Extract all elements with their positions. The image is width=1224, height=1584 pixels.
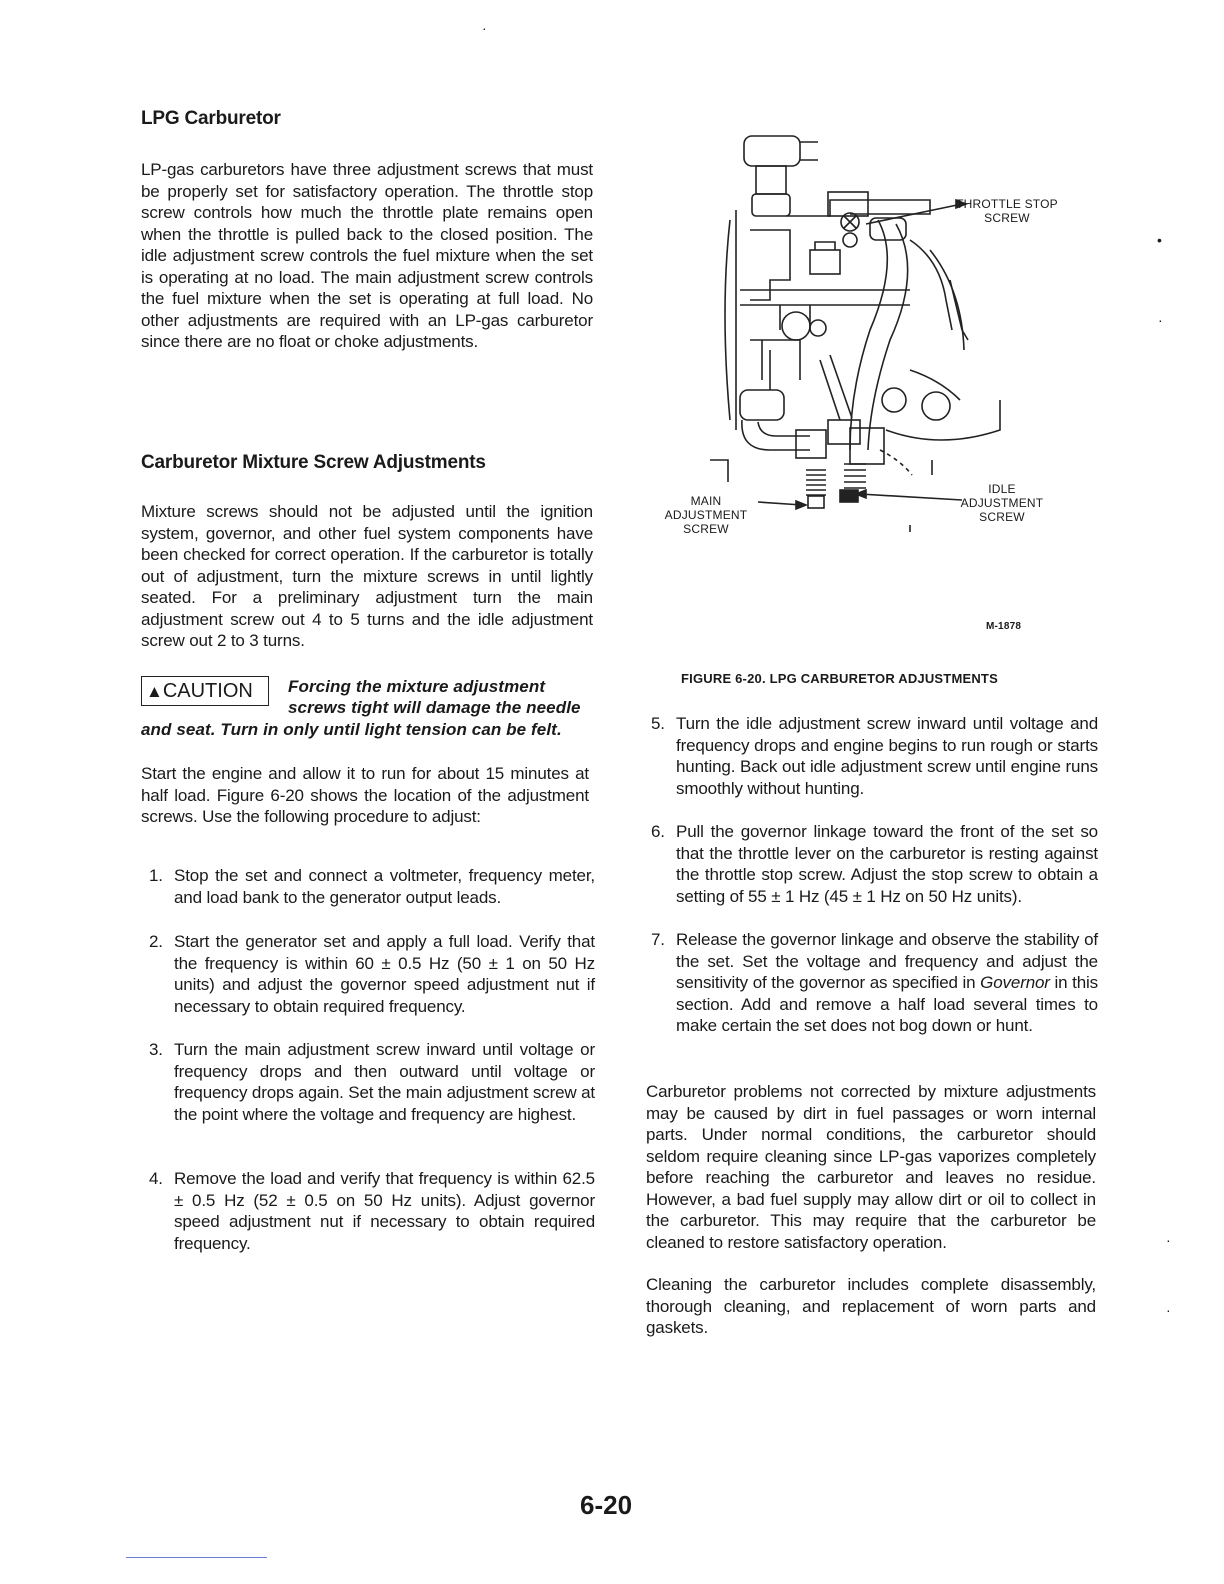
throttle-stop-label-line1: THROTTLE STOP [956,197,1058,211]
mixture-paragraph: Mixture screws should not be adjusted until the ignition system, governor, and other fuel system components have been checked for correct operation. If the carburetor is totally out of adjustment, turn the mixture screws in until lightly seated. For a preliminary adjustment turn the main adjustment screw out 4 to 5 turns and the idle adjustment screw out 2 to 3 turns. [141,502,593,650]
carburetor-problems-paragraph: Carburetor problems not corrected by mixture adjustments may be caused by dirt in fuel passages or worn internal parts. Under normal conditions, the carburetor should seldom require cleaning since LP-gas vaporizes completely before reaching the carburetor and leaves no residue. However, a bad fuel supply may allow dirt or oil to collect in the carburetor. This may require that the carburetor be cleaned to restore satisfactory operation. [646,1082,1096,1252]
scan-speck: · [482,20,487,36]
figure-id: M-1878 [986,621,1022,632]
main-label-line1: MAIN [690,494,722,508]
scan-speck: · [1166,1232,1171,1248]
list-item-number: 7. [651,930,665,949]
list-item-text: Turn the idle adjustment screw inward until voltage and frequency drops and engine begins to run rough or starts hunting. Back out idle adjustment screw until engine runs smoothly without hunting. [676,714,1098,798]
section-heading-lpg-carburetor: LPG Carburetor [141,108,281,129]
idle-label-line2: ADJUSTMENT [960,496,1044,510]
list-item-text: Stop the set and connect a voltmeter, frequency meter, and load bank to the generator output leads. [174,866,595,907]
list-item-number: 5. [651,714,665,733]
list-item-number: 1. [149,866,163,885]
caution-text-line3: and seat. Turn in only until light tension can be felt. [141,720,562,739]
list-item-number: 6. [651,822,665,841]
figure-6-20 [0,0,1224,700]
main-label-line2: ADJUSTMENT [664,508,748,522]
caution-text-line1: Forcing the mixture adjustment [288,677,546,696]
scan-speck: · [1166,1302,1171,1318]
list-item-text: Pull the governor linkage toward the front of the set so that the throttle lever on the carburetor is resting against the throttle stop screw. Adjust the stop screw to obtain a setting of 55 ± 1 Hz (45 ± 1 Hz on 50 Hz units). [676,822,1098,906]
list-item-number: 4. [149,1169,163,1188]
governor-reference: Governor [980,973,1050,992]
cleaning-paragraph: Cleaning the carburetor includes complete disassembly, thorough cleaning, and replacement of worn parts and gaskets. [646,1275,1096,1337]
idle-label-line1: IDLE [988,482,1016,496]
intro-paragraph: LP-gas carburetors have three adjustment screws that must be properly set for satisfactory operation. The throttle stop screw controls how much the throttle plate remains open when the throttle is pulled back to the closed position. The idle adjustment screw controls the fuel mixture when the set is operating at no load. The main adjustment screw controls the fuel mixture when the set is operating at full load. No other adjustments are required with an LP-gas carburetor since there are no float or choke adjustments. [141,160,593,351]
list-item-number: 3. [149,1040,163,1059]
step7-text-start: Release the governor linkage and observe the stability of the set. Set the voltage and frequency and adjust the sensitivity of the governor as specified in [676,930,1098,992]
scan-speck: · [1158,312,1163,328]
list-item-text: Remove the load and verify that frequency is within 62.5 ± 0.5 Hz (52 ± 0.5 on 50 Hz units). Adjust governor speed adjustment nut if necessary to obtain required frequency. [174,1169,595,1253]
idle-label-line3: SCREW [979,510,1025,524]
section-heading-mixture-adjustments: Carburetor Mixture Screw Adjustments [141,452,486,473]
start-engine-paragraph: Start the engine and allow it to run for about 15 minutes at half load. Figure 6-20 shows the location of the adjustment screws. Use the following procedure to adjust: [141,764,589,826]
throttle-stop-label-line2: SCREW [984,211,1030,225]
idle-adjustment-label [950,482,1054,524]
caution-label: CAUTION [162,680,253,702]
scan-speck: • [1157,232,1162,248]
list-item-text [676,929,1098,1037]
warning-triangle-icon: ▲ [146,682,163,701]
figure-caption: FIGURE 6-20. LPG CARBURETOR ADJUSTMENTS [681,671,998,686]
caution-text-line2: screws tight will damage the needle [288,698,581,717]
bottom-rule [126,1557,267,1558]
list-item-text: Turn the main adjustment screw inward until voltage or frequency drops and then outward until voltage or frequency drops again. Set the main adjustment screw at the point where the voltage and frequency are highest. [174,1040,595,1124]
list-item-text: Start the generator set and apply a full load. Verify that the frequency is within 60 ± 0.5 Hz (50 ± 1 on 50 Hz units) and adjust the governor speed adjustment nut if necessary to obtain required frequency. [174,932,595,1016]
throttle-stop-label [940,197,1074,225]
page-number: 6-20 [580,1490,633,1520]
main-adjustment-label [656,494,756,536]
step7-text-end: in this section. Add and remove a half load several times to make certain the set does not bog down or hunt. [676,973,1098,1035]
list-item-number: 2. [149,932,163,951]
main-label-line3: SCREW [683,522,729,536]
